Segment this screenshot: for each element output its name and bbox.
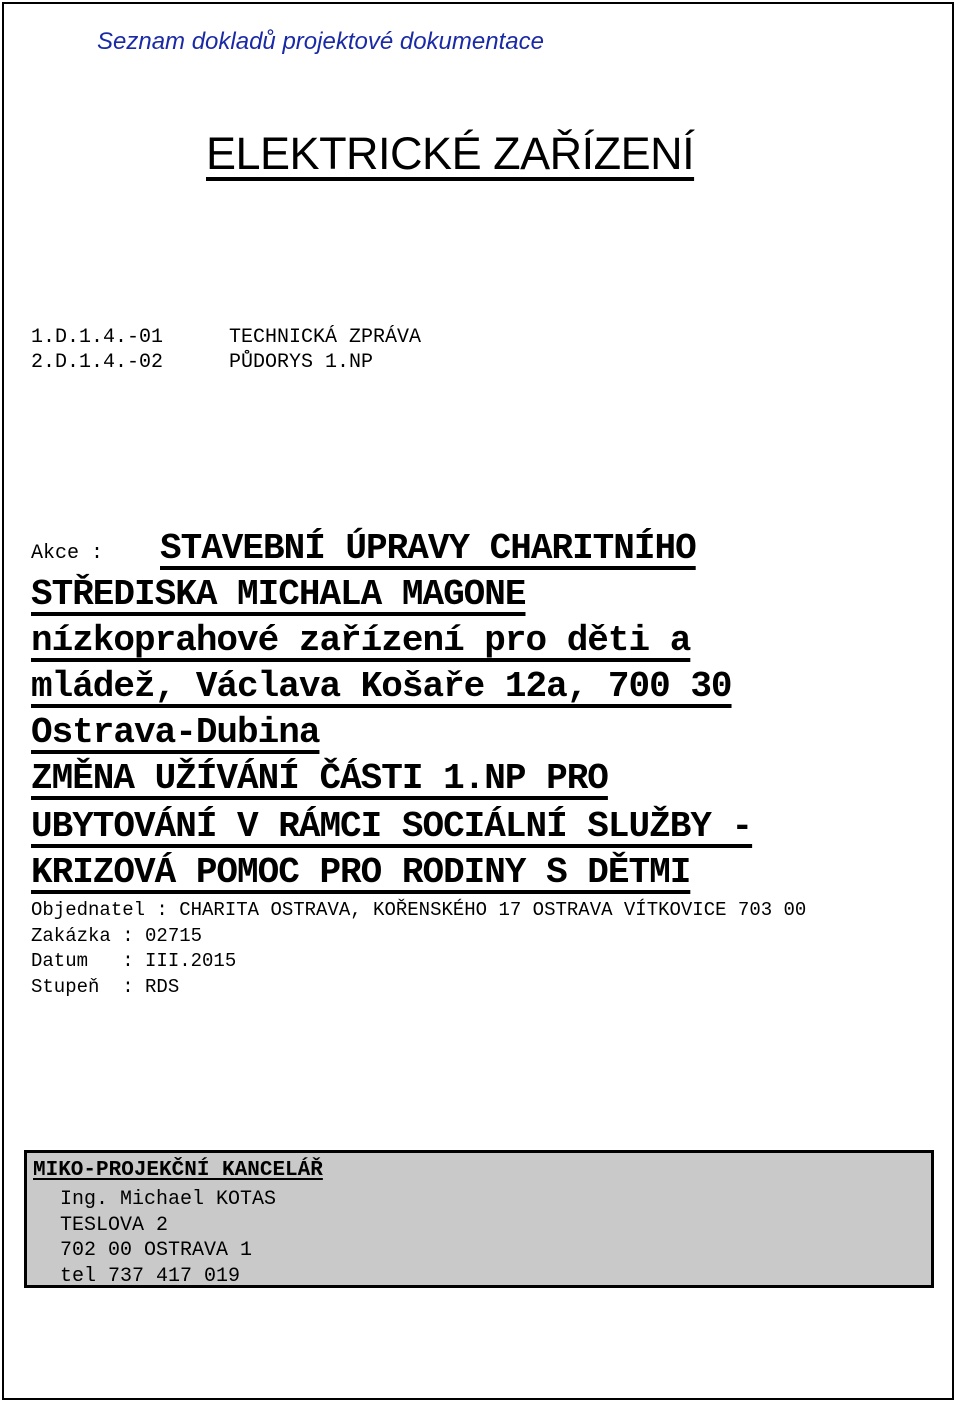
project-line: nízkoprahové zařízení pro děti a [31, 620, 691, 661]
document-code: 1.D.1.4.-01 [31, 326, 164, 349]
date-line: Datum : III.2015 [31, 950, 237, 972]
project-line: KRIZOVÁ POMOC PRO RODINY S DĚTMI [31, 852, 691, 893]
client-line: Objednatel : CHARITA OSTRAVA, KOŘENSKÉHO 17 OSTRAVA VÍTKOVICE 703 00 [31, 899, 807, 921]
page-title: ELEKTRICKÉ ZAŘÍZENÍ [206, 128, 695, 179]
document-name: TECHNICKÁ ZPRÁVA [229, 326, 422, 349]
firm-phone: tel 737 417 019 [60, 1264, 241, 1288]
firm-person: Ing. Michael KOTAS [60, 1188, 277, 1211]
firm-street: TESLOVA 2 [60, 1213, 169, 1237]
firm-box [24, 1150, 934, 1288]
firm-address [60, 1187, 276, 1289]
project-line: STAVEBNÍ ÚPRAVY CHARITNÍHO [160, 528, 696, 569]
list-item [31, 325, 421, 350]
document-list [31, 325, 421, 375]
document-list-heading: Seznam dokladů projektové dokumentace [97, 28, 544, 55]
project-label: Akce : [31, 542, 104, 565]
project-line: UBYTOVÁNÍ V RÁMCI SOCIÁLNÍ SLUŽBY - [31, 806, 753, 847]
document-code: 2.D.1.4.-02 [31, 351, 164, 374]
firm-name: MIKO-PROJEKČNÍ KANCELÁŘ [33, 1159, 323, 1182]
project-info [31, 898, 911, 1000]
project-line: STŘEDISKA MICHALA MAGONE [31, 574, 526, 615]
order-line: Zakázka : 02715 [31, 924, 203, 947]
project-line: mládež, Václava Košaře 12a, 700 30 [31, 666, 732, 707]
firm-city: 702 00 OSTRAVA 1 [60, 1239, 253, 1262]
project-line: Ostrava-Dubina [31, 712, 320, 753]
project-line: ZMĚNA UŽÍVÁNÍ ČÁSTI 1.NP PRO [31, 758, 608, 799]
document-name: PŮDORYS 1.NP [229, 351, 374, 374]
list-item [31, 350, 421, 375]
stage-line: Stupeň : RDS [31, 975, 180, 998]
